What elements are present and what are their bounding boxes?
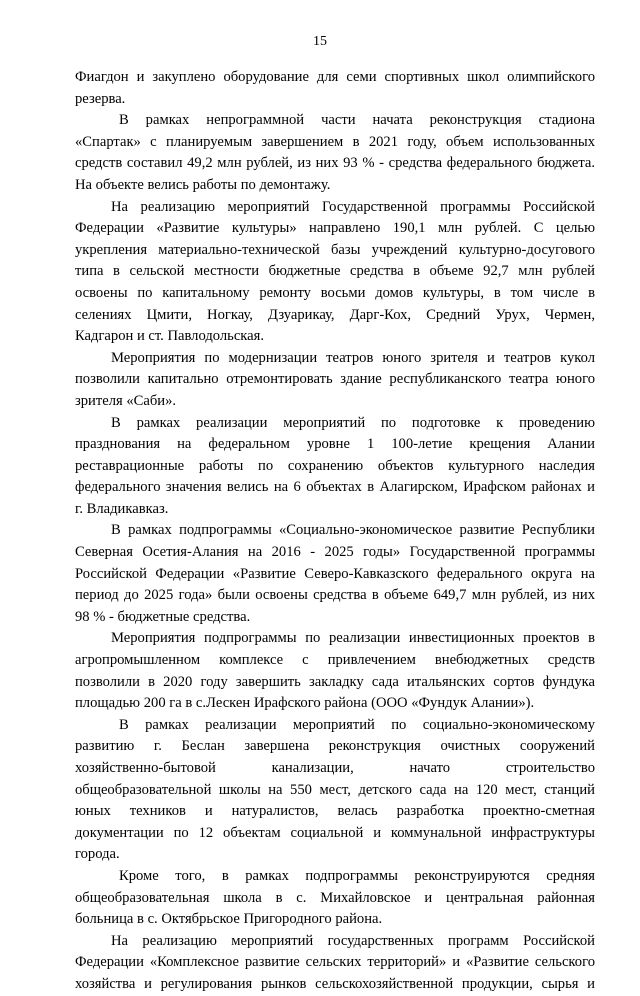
text-line: празднования на федеральном уровне 1 100-летие крещения Алании [75,436,595,453]
text-line: площадью 200 га в с.Лескен Ирафского района (ООО «Фундук Алании»). [75,695,535,712]
text-line: «Спартак» с планируемым завершением в 2021 году, объем использованных [75,133,595,150]
text-line: типа в сельской местности бюджетные средства в объеме 92,7 млн рублей [75,263,595,280]
body-text [75,67,595,996]
text-line: Федерации «Комплексное развитие сельских территорий» и «Развитие сельского [75,954,595,971]
text-line: зрителя «Саби». [75,392,177,409]
text-line: хозяйственно-бытовой канализации, начато строительство [75,760,595,776]
text-line: Федерации «Развитие культуры» направлено 190,1 млн рублей. С целью [75,220,595,237]
text-line: агропромышленном комплексе с привлечением внебюджетных средств [75,652,595,669]
text-line: развитию г. Беслан завершена реконструкция очистных сооружений [75,738,595,755]
text-line: позволили капитально отремонтировать здание республиканского театра юного [75,371,595,388]
text-line: В рамках подпрограммы «Социально-экономическое развитие Республики [111,522,595,539]
text-line: 98 % - бюджетные средства. [75,608,251,625]
text-line: Мероприятия подпрограммы по реализации инвестиционных проектов в [111,630,595,647]
text-line: На объекте велись работы по демонтажу. [75,176,331,193]
text-line: На реализацию мероприятий Государственной программы Российской [111,198,595,215]
text-line: селениях Цмити, Ногкау, Дзуарикау, Дарг-Кох, Средний Урух, Чермен, [75,306,595,323]
text-line: В рамках реализации мероприятий по подготовке к проведению [111,414,595,431]
text-line: документации по 12 объектам социальной и коммунальной инфраструктуры [75,824,595,841]
text-line: период до 2025 года» были освоены средства в объеме 649,7 млн рублей, из них [75,587,595,604]
text-line: г. Владикавказ. [75,500,169,517]
text-line: общеобразовательная школа в с. Михайловское и центральная районная [75,889,595,906]
text-line: средств составил 49,2 млн рублей, из них 93 % - средства федерального бюджета. [75,155,595,172]
text-line: освоены по капитальному ремонту восьми домов культуры, в том числе в [75,284,595,301]
page-number: 15 [313,34,327,49]
text-line: федерального значения велись на 6 объектах в Алагирском, Ирафском районах и [75,479,595,496]
text-line: Северная Осетия-Алания на 2016 - 2025 годы» Государственной программы [75,544,595,561]
text-line: Кроме того, в рамках подпрограммы реконструируются средняя [119,867,595,884]
text-line: юных техников и натуралистов, велась разработка проектно-сметная [75,803,595,820]
text-line: хозяйства и регулирования рынков сельскохозяйственной продукции, сырья и [75,975,595,992]
text-line: города. [75,846,120,863]
text-line: резерва. [75,90,126,107]
text-line: укрепления материально-технической базы учреждений культурно-досугового [75,241,595,258]
text-line: На реализацию мероприятий государственных программ Российской [111,932,595,949]
text-line: В рамках реализации мероприятий по социально-экономическому [119,716,595,733]
text-line: реставрационные работы по сохранению объектов культурного наследия [75,457,595,474]
text-line: Российской Федерации «Развитие Северо-Кавказского федерального округа на [75,565,595,582]
text-line: Кадгарон и ст. Павлодольская. [75,328,264,345]
text-line: больница в с. Октябрьское Пригородного района. [75,911,383,928]
text-line: В рамках непрограммной части начата реконструкция стадиона [119,112,595,129]
text-line: позволили в 2020 году завершить закладку сада итальянских сортов фундука [75,673,595,690]
text-line: Фиагдон и закуплено оборудование для семи спортивных школ олимпийского [75,69,595,85]
text-line: общеобразовательной школы на 550 мест, детского сада на 120 мест, станций [75,781,595,798]
text-line: Мероприятия по модернизации театров юного зрителя и театров кукол [111,349,595,366]
